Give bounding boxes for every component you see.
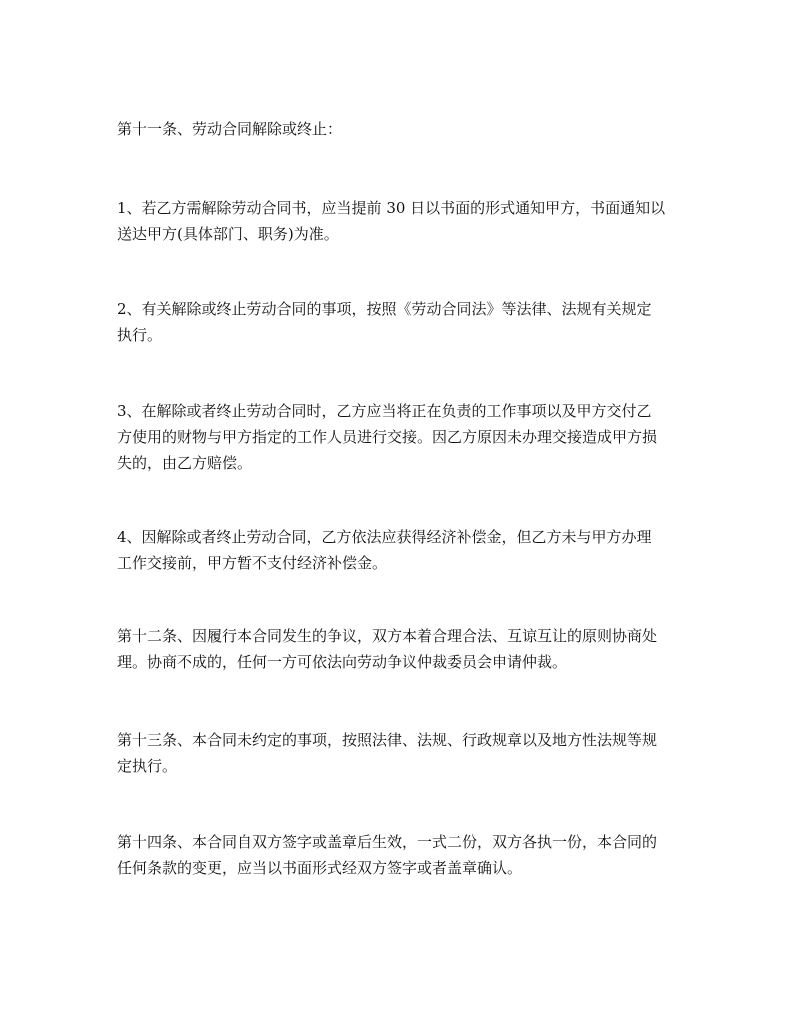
text-line: 送达甲方(具体部门、职务)为准。	[117, 225, 339, 243]
text-line: 任何条款的变更，应当以书面形式经双方签字或者盖章确认。	[117, 859, 523, 877]
text-line: 方使用的财物与甲方指定的工作人员进行交接。因乙方原因未办理交接造成甲方损	[117, 428, 658, 446]
text-line: 2、有关解除或终止劳动合同的事项，按照《劳动合同法》等法律、法规有关规定	[117, 300, 652, 318]
text-line: 理。协商不成的，任何一方可依法向劳动争议仲裁委员会申请仲裁。	[117, 653, 568, 671]
text-line: 执行。	[117, 326, 163, 344]
article-11-heading	[117, 116, 687, 142]
text-line: 定执行。	[117, 757, 178, 775]
article-13-paragraph	[117, 727, 687, 779]
article-12-paragraph	[117, 623, 687, 675]
text-line: 4、因解除或者终止劳动合同，乙方依法应获得经济补偿金，但乙方未与甲方办理	[117, 528, 652, 546]
article-14-paragraph	[117, 829, 687, 881]
text-line: 第十四条、本合同自双方签字或盖章后生效，一式二份，双方各执一份，本合同的	[117, 833, 658, 851]
text-line: 工作交接前，甲方暂不支付经济补偿金。	[117, 554, 388, 572]
clause-4-paragraph	[117, 524, 687, 576]
text-line: 第十三条、本合同未约定的事项，按照法律、法规、行政规章以及地方性法规等规	[117, 731, 658, 749]
text-line: 第十一条、劳动合同解除或终止：	[117, 120, 343, 138]
text-line: 失的，由乙方赔偿。	[117, 454, 253, 472]
clause-1-paragraph	[117, 195, 687, 247]
text-line: 3、在解除或者终止劳动合同时，乙方应当将正在负责的工作事项以及甲方交付乙	[117, 402, 652, 420]
text-line: 1、若乙方需解除劳动合同书，应当提前 30 日以书面的形式通知甲方，书面通知以	[117, 199, 666, 217]
clause-3-paragraph	[117, 398, 687, 476]
text-line: 第十二条、因履行本合同发生的争议，双方本着合理合法、互谅互让的原则协商处	[117, 627, 658, 645]
clause-2-paragraph	[117, 296, 687, 348]
